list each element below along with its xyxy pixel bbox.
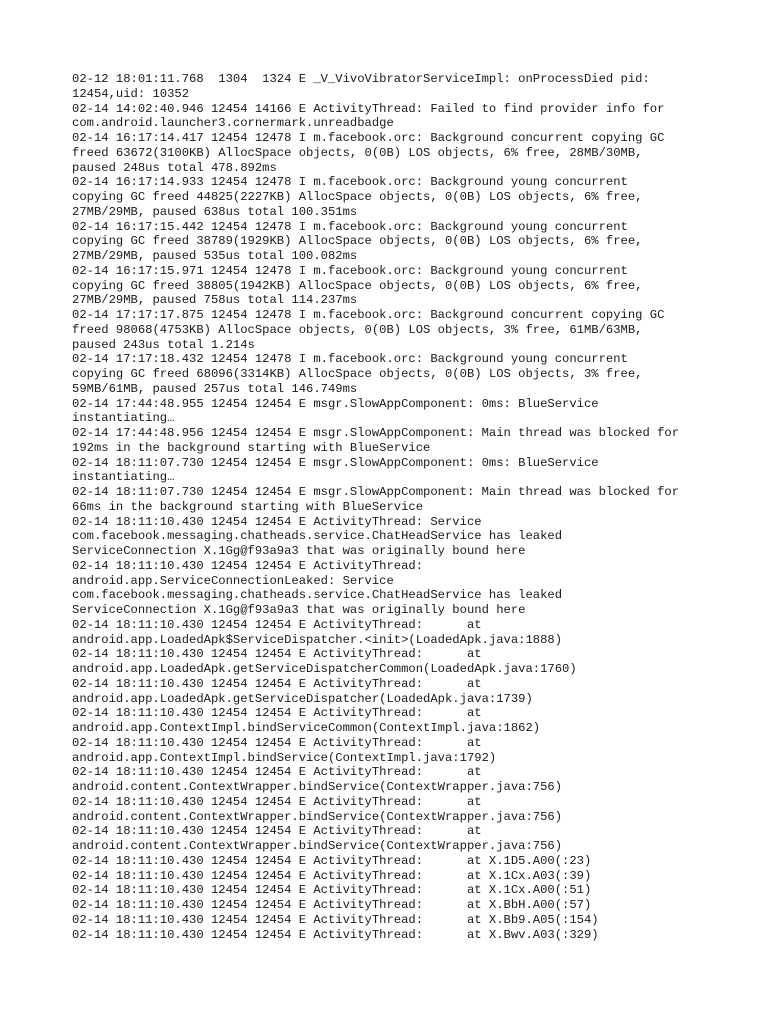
log-line: android.content.ContextWrapper.bindService(ContextWrapper.java:756) <box>72 839 563 853</box>
log-line: android.app.LoadedApk.getServiceDispatcher(LoadedApk.java:1739) <box>72 691 533 706</box>
log-line: 02-14 18:11:07.730 12454 12454 E msgr.SlowAppComponent: 0ms: BlueService <box>72 455 599 470</box>
log-line: 02-14 16:17:14.933 12454 12478 I m.facebook.orc: Background young concurrent <box>72 175 628 190</box>
log-line: android.app.ContextImpl.bindServiceCommon(ContextImpl.java:1862) <box>72 721 541 735</box>
log-line: 02-14 18:11:10.430 12454 12454 E ActivityThread: <box>72 558 424 573</box>
log-line: 02-14 18:11:10.430 12454 12454 E ActivityThread: at <box>72 824 482 839</box>
log-line: paused 243us total 1.214s <box>72 337 255 352</box>
log-line: 02-14 17:17:17.875 12454 12478 I m.facebook.orc: Background concurrent copying GC <box>72 308 665 322</box>
log-line: copying GC freed 38805(1942KB) AllocSpace objects, 0(0B) LOS objects, 6% free, <box>72 278 643 293</box>
log-line: ServiceConnection X.1Gg@f93a9a3 that was originally bound here <box>72 603 526 617</box>
log-line: 02-14 18:11:10.430 12454 12454 E ActivityThread: at X.Bwv.A03(:329) <box>72 927 599 942</box>
log-line: android.content.ContextWrapper.bindService(ContextWrapper.java:756) <box>72 780 563 794</box>
log-line: 02-14 14:02:40.946 12454 14166 E ActivityThread: Failed to find provider info for <box>72 101 665 116</box>
log-line: 02-14 17:44:48.955 12454 12454 E msgr.SlowAppComponent: 0ms: BlueService <box>72 396 599 411</box>
log-line: android.app.LoadedApk.getServiceDispatcherCommon(LoadedApk.java:1760) <box>72 662 577 676</box>
log-line: android.app.ServiceConnectionLeaked: Service <box>72 573 394 588</box>
log-line: ServiceConnection X.1Gg@f93a9a3 that was originally bound here <box>72 544 526 558</box>
log-line: copying GC freed 68096(3314KB) AllocSpace objects, 0(0B) LOS objects, 3% free, <box>72 367 643 381</box>
log-line: 02-14 18:11:07.730 12454 12454 E msgr.SlowAppComponent: Main thread was blocked for <box>72 485 680 499</box>
log-line: 02-14 18:11:10.430 12454 12454 E ActivityThread: at <box>72 765 482 780</box>
log-line: 27MB/29MB, paused 535us total 100.082ms <box>72 249 358 263</box>
log-line: android.app.ContextImpl.bindService(ContextImpl.java:1792) <box>72 750 497 765</box>
log-line: freed 98068(4753KB) AllocSpace objects, 0(0B) LOS objects, 3% free, 61MB/63MB, <box>72 322 643 337</box>
log-line: 02-14 18:11:10.430 12454 12454 E ActivityThread: at <box>72 706 482 721</box>
log-line: freed 63672(3100KB) AllocSpace objects, 0(0B) LOS objects, 6% free, 28MB/30MB, <box>72 145 643 160</box>
log-line: 02-14 18:11:10.430 12454 12454 E ActivityThread: at <box>72 617 482 632</box>
log-line: 02-14 18:11:10.430 12454 12454 E ActivityThread: at <box>72 647 482 662</box>
log-line: 02-14 18:11:10.430 12454 12454 E ActivityThread: at X.BbH.A00(:57) <box>72 898 592 912</box>
log-line: 66ms in the background starting with BlueService <box>72 499 424 514</box>
log-line: 12454,uid: 10352 <box>72 86 190 101</box>
log-line: 02-14 18:11:10.430 12454 12454 E ActivityThread: Service <box>72 514 482 529</box>
log-line: instantiating… <box>72 470 175 485</box>
log-line: 02-12 18:01:11.768 1304 1324 E _V_VivoVibratorServiceImpl: onProcessDied pid: <box>72 72 650 86</box>
log-line: 27MB/29MB, paused 638us total 100.351ms <box>72 204 358 219</box>
log-line: 02-14 16:17:15.442 12454 12478 I m.facebook.orc: Background young concurrent <box>72 219 628 234</box>
log-line: copying GC freed 44825(2227KB) AllocSpace objects, 0(0B) LOS objects, 6% free, <box>72 190 643 204</box>
log-line: com.facebook.messaging.chatheads.service.ChatHeadService has leaked <box>72 588 563 603</box>
log-line: 02-14 18:11:10.430 12454 12454 E ActivityThread: at X.1Cx.A00(:51) <box>72 883 592 898</box>
log-line: com.facebook.messaging.chatheads.service.ChatHeadService has leaked <box>72 529 563 544</box>
log-line: 192ms in the background starting with BlueService <box>72 440 431 455</box>
log-line: 59MB/61MB, paused 257us total 146.749ms <box>72 381 358 396</box>
log-line: com.android.launcher3.cornermark.unreadbadge <box>72 116 394 131</box>
log-line: android.app.LoadedApk$ServiceDispatcher.<init>(LoadedApk.java:1888) <box>72 632 563 647</box>
log-line: 02-14 18:11:10.430 12454 12454 E ActivityThread: at X.1D5.A00(:23) <box>72 853 592 868</box>
log-line: 02-14 16:17:15.971 12454 12478 I m.facebook.orc: Background young concurrent <box>72 263 628 278</box>
log-line: instantiating… <box>72 411 175 426</box>
log-line: 02-14 18:11:10.430 12454 12454 E ActivityThread: at <box>72 676 482 691</box>
log-line: 02-14 18:11:10.430 12454 12454 E ActivityThread: at <box>72 735 482 750</box>
log-line: 02-14 18:11:10.430 12454 12454 E ActivityThread: at X.Bb9.A05(:154) <box>72 912 599 927</box>
log-line: copying GC freed 38789(1929KB) AllocSpace objects, 0(0B) LOS objects, 6% free, <box>72 234 643 249</box>
log-lines <box>72 72 712 942</box>
log-line: paused 248us total 478.892ms <box>72 160 277 175</box>
log-line: 02-14 16:17:14.417 12454 12478 I m.facebook.orc: Background concurrent copying GC <box>72 131 665 145</box>
document-page <box>72 72 712 942</box>
log-line: 02-14 18:11:10.430 12454 12454 E ActivityThread: at <box>72 794 482 809</box>
log-line: 02-14 18:11:10.430 12454 12454 E ActivityThread: at X.1Cx.A03(:39) <box>72 868 592 883</box>
log-line: android.content.ContextWrapper.bindService(ContextWrapper.java:756) <box>72 809 563 824</box>
log-line: 27MB/29MB, paused 758us total 114.237ms <box>72 293 358 308</box>
log-line: 02-14 17:44:48.956 12454 12454 E msgr.SlowAppComponent: Main thread was blocked for <box>72 426 680 440</box>
log-line: 02-14 17:17:18.432 12454 12478 I m.facebook.orc: Background young concurrent <box>72 352 628 367</box>
